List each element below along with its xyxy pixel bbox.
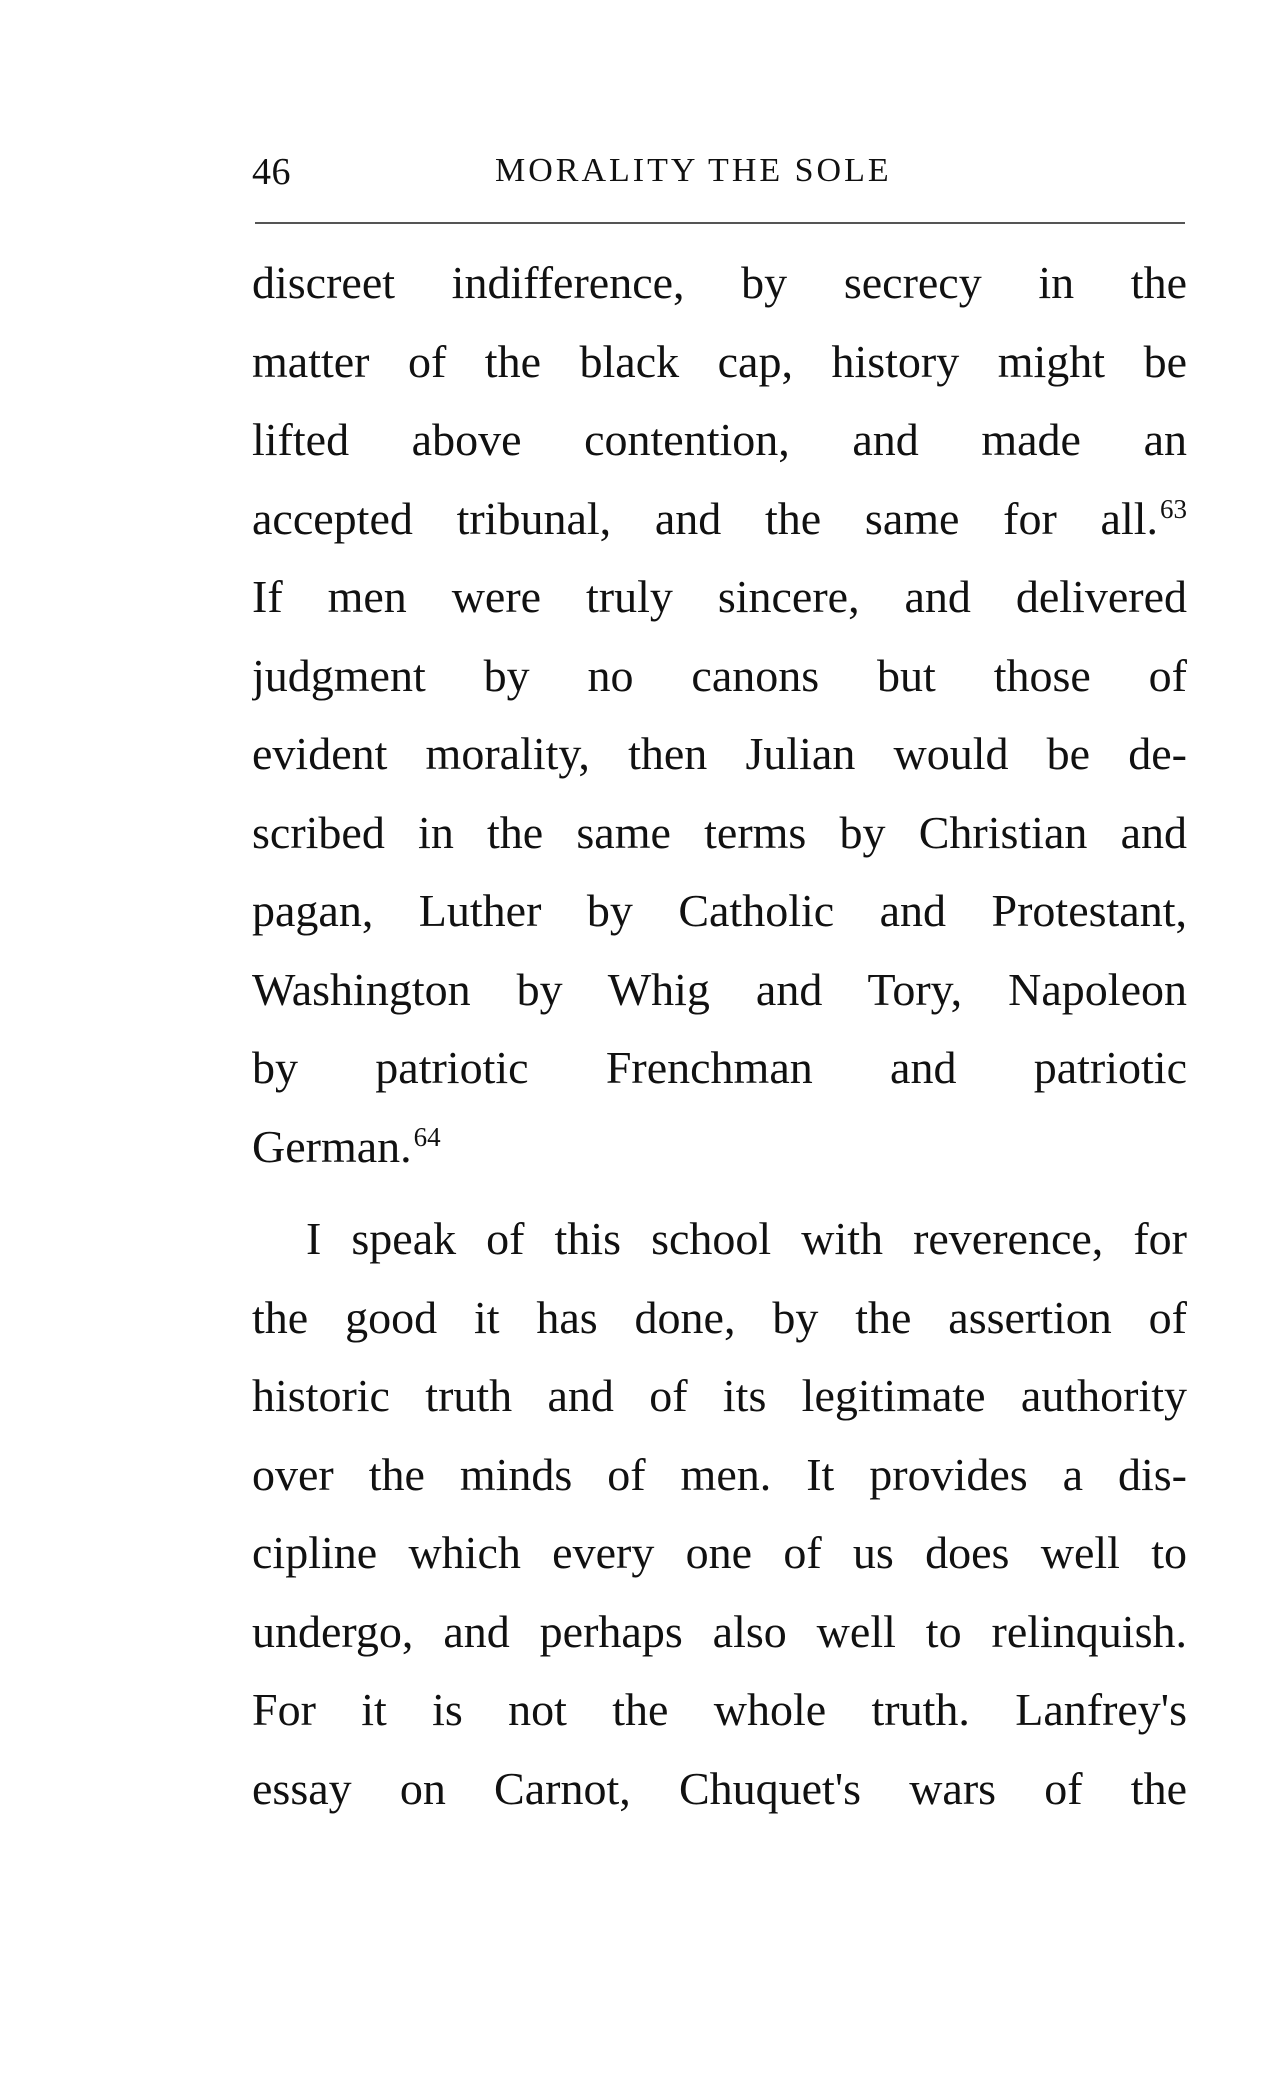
text-line: discreet indifference, by secrecy in the (252, 257, 1187, 308)
text-line: cipline which every one of us does well to (252, 1527, 1187, 1578)
text-line: I speak of this school with reverence, for (306, 1213, 1187, 1264)
body-text (252, 244, 1187, 1828)
text-line: over the minds of men. It provides a dis- (252, 1448, 1187, 1500)
text-line: historic truth and of its legitimate authority (252, 1370, 1187, 1421)
running-head (252, 150, 1187, 210)
text-line: lifted above contention, and made an (252, 414, 1187, 465)
text-line: essay on Carnot, Chuquet's wars of the (252, 1762, 1187, 1814)
text-line: Washington by Whig and Tory, Napoleon (252, 963, 1187, 1015)
paragraph-gap (252, 1186, 1187, 1200)
text-line: pagan, Luther by Catholic and Protestant, (252, 885, 1187, 936)
paragraph-2 (252, 1200, 1187, 1828)
running-title: MORALITY THE SOLE (495, 152, 892, 189)
footnote-ref: 63 (1160, 493, 1187, 524)
text-line: by patriotic Frenchman and patriotic (252, 1042, 1187, 1093)
text-line: If men were truly sincere, and delivered (252, 571, 1187, 622)
text-line: scribed in the same terms by Christian and (252, 806, 1187, 858)
text-line: German.$^{64}$ (252, 1120, 441, 1172)
header-rule (255, 222, 1185, 224)
text-line: the good it has done, by the assertion of (252, 1291, 1187, 1343)
paragraph-1 (252, 244, 1187, 1186)
page-number: 46 (252, 151, 291, 193)
text-line: matter of the black cap, history might be (252, 335, 1187, 387)
footnote-ref: 64 (413, 1121, 441, 1152)
text-line: For it is not the whole truth. Lanfrey's (252, 1684, 1187, 1735)
text-line: accepted tribunal, and the same for all.$^{63}$ (252, 492, 1187, 544)
text-line: judgment by no canons but those of (252, 649, 1187, 701)
text-line: evident morality, then Julian would be de- (252, 728, 1187, 779)
text-line: undergo, and perhaps also well to relinquish. (252, 1605, 1187, 1657)
